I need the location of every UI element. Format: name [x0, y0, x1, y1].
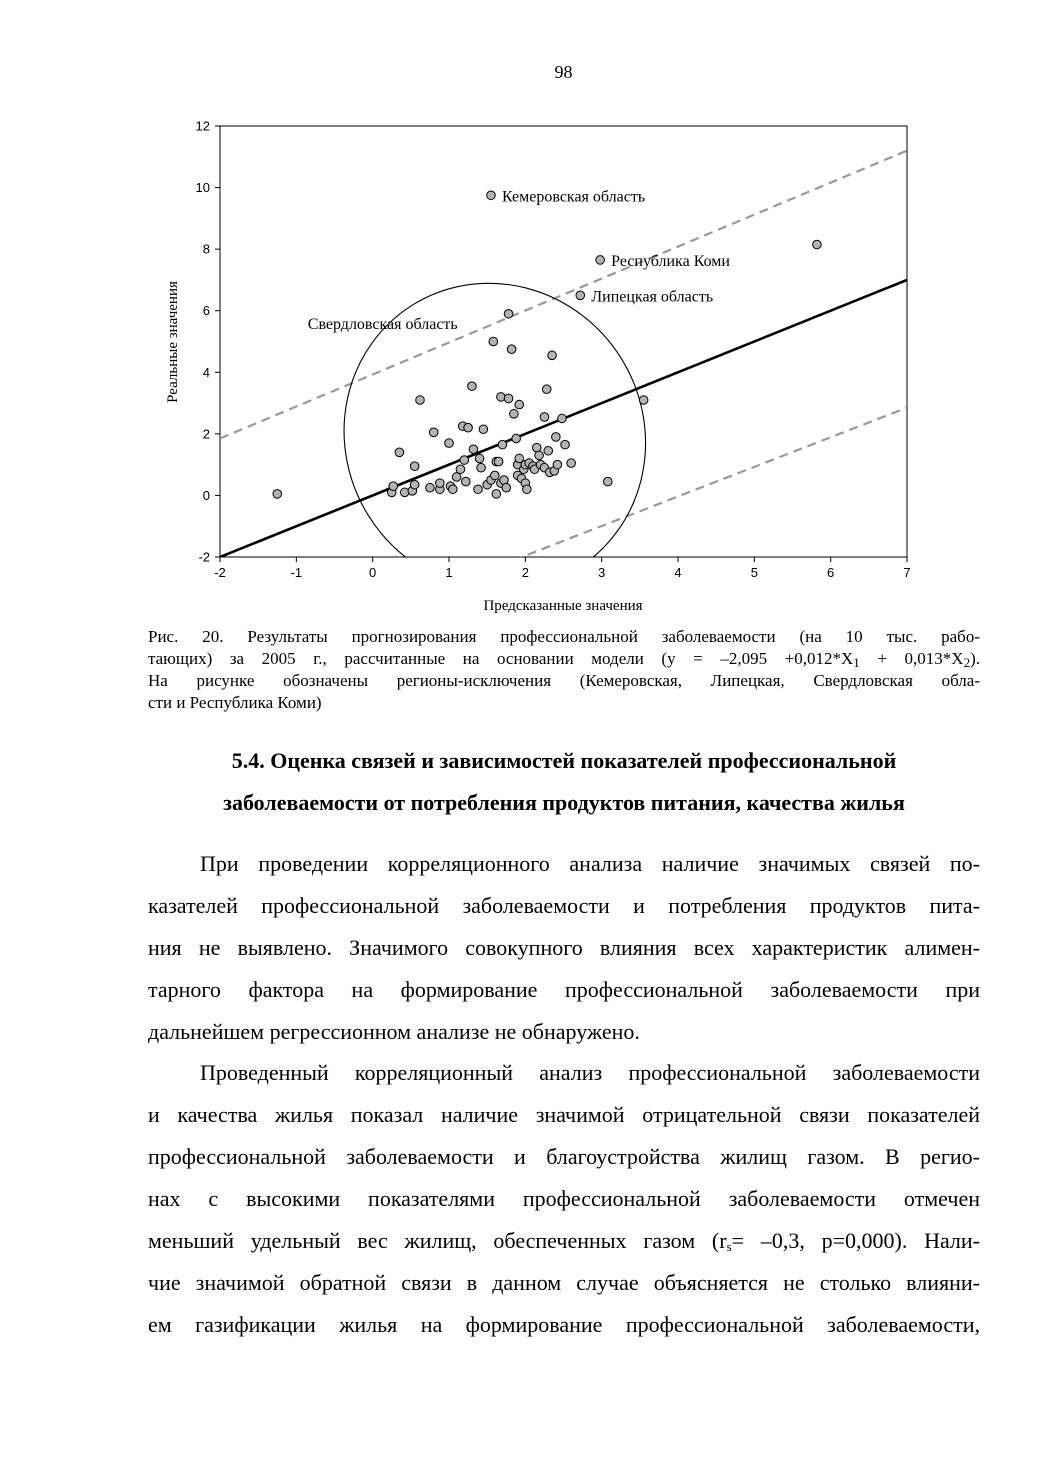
data-point — [410, 480, 419, 489]
caption-line: сти и Республика Коми) — [148, 693, 322, 712]
x-tick-label: 7 — [903, 565, 911, 580]
x-tick-label: 2 — [521, 565, 529, 580]
y-axis-label: Реальные значения — [165, 281, 181, 403]
section-heading-line: 5.4. Оценка связей и зависимостей показателей профессиональной — [231, 748, 897, 773]
x-axis-label: Предсказанные значения — [483, 598, 643, 614]
data-point — [436, 479, 445, 488]
paragraph-line: тарного фактора на формирование профессиональной заболеваемости при — [148, 977, 980, 1002]
point-label: Республика Коми — [611, 252, 730, 270]
data-point — [558, 414, 567, 423]
paragraph-line: ния не выявлено. Значимого совокупного влияния всех характеристик алимен- — [148, 935, 980, 960]
paragraph-line: При проведении корреляционного анализа наличие значимых связей по- — [200, 851, 980, 876]
x-tick-label: 3 — [598, 565, 606, 580]
data-point — [389, 482, 398, 491]
data-point — [464, 423, 473, 432]
x-tick-label: -2 — [214, 565, 226, 580]
data-point — [416, 396, 425, 405]
data-point — [507, 345, 516, 354]
point-label: Кемеровская область — [501, 188, 646, 206]
data-point — [544, 446, 553, 455]
data-point — [497, 393, 506, 402]
data-points — [273, 191, 821, 498]
y-tick-label: -2 — [198, 549, 210, 565]
figure-caption — [148, 626, 980, 714]
prediction-bound-line — [220, 408, 907, 616]
y-tick-label: 0 — [202, 487, 210, 503]
outlier-point — [596, 256, 605, 265]
data-point — [813, 240, 822, 249]
x-tick-label: -1 — [290, 565, 303, 580]
data-point — [475, 454, 484, 463]
data-point — [395, 448, 404, 457]
y-tick-label: 6 — [202, 303, 210, 319]
data-point — [553, 460, 562, 469]
y-tick-label: 8 — [202, 241, 210, 257]
data-point — [474, 485, 483, 494]
annotation-label: Свердловская область — [307, 316, 458, 334]
data-point — [512, 434, 521, 443]
data-point — [515, 400, 524, 409]
plot-area — [220, 151, 907, 616]
x-tick-label: 0 — [369, 565, 377, 580]
paragraph-line: нах с высокими показателями профессиональной заболеваемости отмечен — [148, 1186, 980, 1211]
paragraph-line: меньший удельный вес жилищ, обеспеченных газом ($r_s= -0,3$, p=0,000). Нали- — [148, 1228, 980, 1254]
caption-line: На рисунке обозначены регионы-исключения (Кемеровская, Липецкая, Свердловская обла- — [148, 671, 980, 690]
x-tick-label: 4 — [674, 565, 682, 580]
paragraph-line: и качества жилья показал наличие значимой отрицательной связи показателей — [148, 1102, 980, 1127]
data-point — [498, 440, 507, 449]
data-point — [548, 351, 557, 360]
data-point — [489, 337, 498, 346]
data-point — [479, 425, 488, 434]
data-point — [477, 463, 486, 472]
confidence-ellipse — [286, 226, 703, 616]
section-heading-line: заболеваемости от потребления продуктов питания, качества жилья — [223, 790, 905, 815]
scatter-chart — [150, 112, 920, 616]
data-point — [449, 485, 458, 494]
data-point — [510, 410, 519, 419]
data-point — [429, 428, 438, 437]
data-point — [542, 385, 551, 394]
section-heading — [148, 740, 980, 824]
paragraph-line: Проведенный корреляционный анализ профессиональной заболеваемости — [200, 1060, 980, 1085]
data-point — [400, 488, 409, 497]
paragraph-1 — [148, 843, 980, 1053]
paragraph-line: чие значимой обратной связи в данном случае объясняется не столько влияни- — [148, 1270, 980, 1295]
y-tick-label: 2 — [202, 426, 210, 442]
data-point — [461, 477, 470, 486]
data-point — [502, 483, 511, 492]
y-tick-label: 10 — [195, 180, 210, 196]
data-point — [567, 459, 576, 468]
data-point — [273, 490, 282, 499]
paragraph-line: ем газификации жилья на формирование профессиональной заболеваемости, — [148, 1312, 980, 1337]
data-point — [460, 456, 469, 465]
data-point — [426, 483, 435, 492]
outlier-point — [487, 191, 496, 200]
data-point — [469, 445, 478, 454]
data-point — [494, 457, 503, 466]
paragraph-line: дальнейшем регрессионном анализе не обнаружено. — [148, 1019, 640, 1044]
data-point — [504, 309, 513, 318]
data-point — [603, 477, 612, 486]
point-label: Липецкая область — [591, 288, 714, 306]
caption-line: Рис. 20. Результаты прогнозирования профессиональной заболеваемости (на 10 тыс. рабо- — [148, 627, 980, 646]
data-point — [445, 439, 454, 448]
data-point — [504, 394, 513, 403]
data-point — [491, 471, 500, 480]
data-point — [552, 433, 561, 442]
data-point — [535, 451, 544, 460]
data-point — [523, 485, 532, 494]
data-point — [492, 490, 501, 499]
data-point — [410, 462, 419, 471]
paragraph-line: профессиональной заболеваемости и благоустройства жилищ газом. В регио- — [148, 1144, 980, 1169]
x-tick-label: 5 — [750, 565, 758, 580]
outlier-point — [576, 291, 585, 300]
data-point — [456, 465, 465, 474]
y-tick-label: 4 — [202, 364, 210, 380]
paragraph-line: казателей профессиональной заболеваемости и потребления продуктов пита- — [148, 893, 980, 918]
caption-line: тающих) за 2005 г., рассчитанные на основании модели $(y = -2,095 +0,012*X_1 + 0,013*X_2)$. — [148, 649, 981, 670]
data-point — [540, 413, 549, 422]
paragraph-2 — [148, 1052, 980, 1346]
x-tick-label: 6 — [827, 565, 835, 580]
point-labels — [308, 188, 731, 333]
y-tick-label: 12 — [195, 118, 210, 134]
page-number: 98 — [554, 62, 573, 82]
x-tick-label: 1 — [445, 565, 453, 580]
data-point — [639, 396, 648, 405]
data-point — [561, 440, 570, 449]
data-point — [468, 382, 477, 391]
